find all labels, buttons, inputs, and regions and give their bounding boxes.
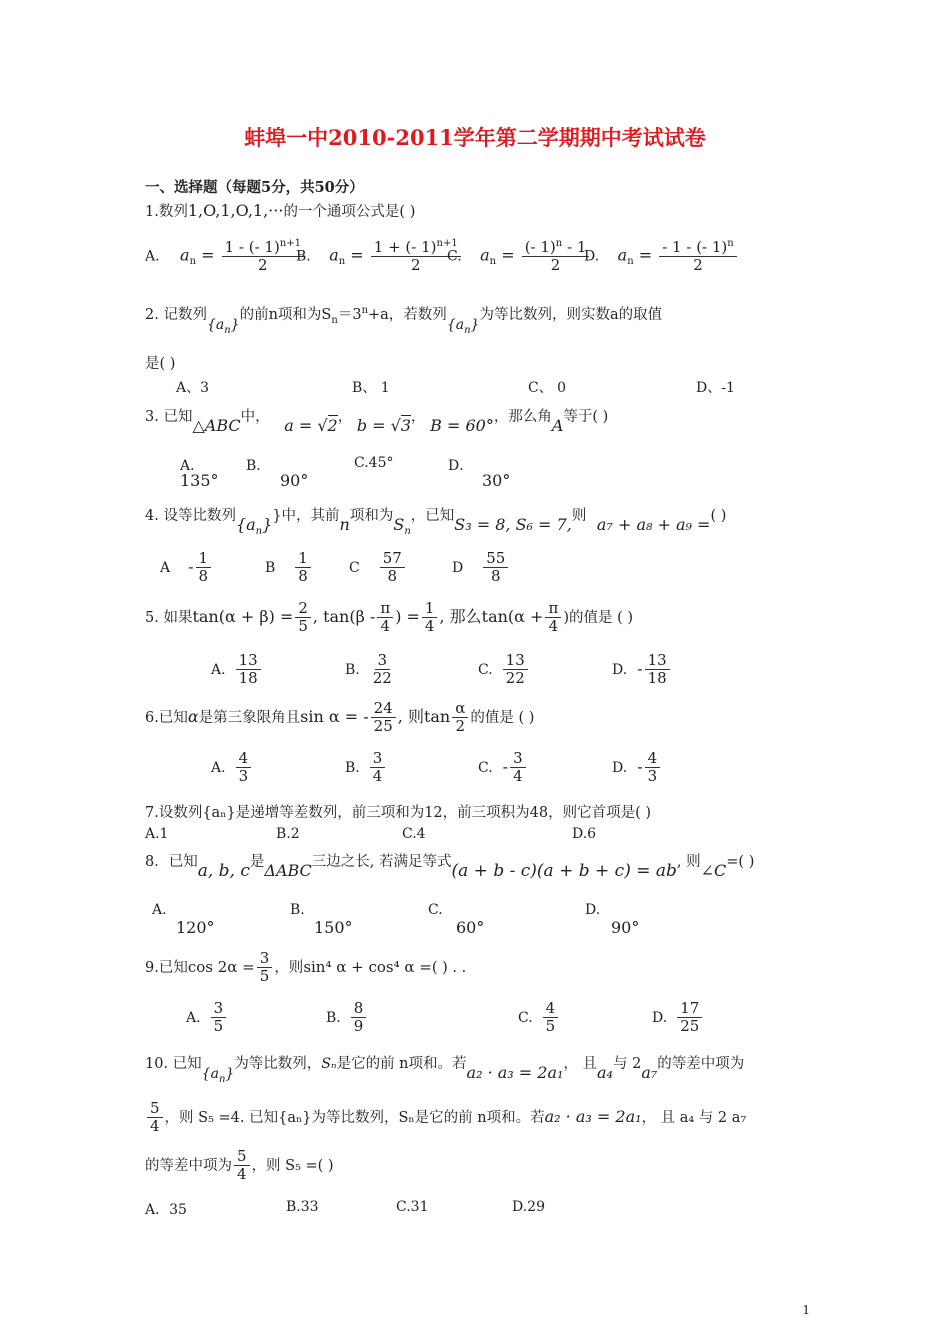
question-9-stem: 9.已知cos 2α = $\frac{3}{5}$ ，则sin⁴ α + cos⁴ α =( ) . . xyxy=(145,949,467,986)
question-3-stem: 3. 已知△ABC中， a = √2， b = √3， B = 60°，那么角A等于( ) xyxy=(145,409,609,435)
question-4-option-d: D $\frac{55}{8}$ xyxy=(452,550,510,586)
question-9-option-a: A. $\frac{3}{5}$ xyxy=(186,1000,228,1036)
question-9-option-b: B. $\frac{8}{9}$ xyxy=(326,1000,368,1036)
question-2-option-c: C、 0 xyxy=(528,380,567,396)
question-7-stem: 7.设数列{aₙ}是递增等差数列，前三项和为12，前三项积为48，则它首项是( ) xyxy=(145,805,652,821)
question-8-option-b: B. 150° xyxy=(290,902,353,937)
question-6-stem: 6.已知α是第三象限角且sin α = - $\frac{24}{25}$ , 则tan $\frac{\alpha}{2}$ 的值是 ( ) xyxy=(145,699,535,736)
question-3-option-b: B． 90° xyxy=(246,458,309,490)
question-8-option-a: A. 120° xyxy=(152,902,215,937)
question-7-option-b: B.2 xyxy=(276,826,300,842)
question-5-stem: 5. 如果tan(α + β) = $\frac{2}{5}$ , tan(β - $\frac{\pi}{4}$ ) = $\frac{1}{4}$ , 那么tan(α + $\frac{\pi}{4}$ )的值是 ( ) xyxy=(145,599,634,636)
question-4-option-c: C $\frac{57}{8}$ xyxy=(349,550,407,586)
question-6-option-b: B. $\frac{3}{4}$ xyxy=(345,750,387,786)
question-10-option-b: B.33 xyxy=(286,1199,319,1215)
question-7-option-a: A.1 xyxy=(145,826,169,842)
question-1-stem: 1.数列1,O,1,O,1,···的一个通项公式是( ) xyxy=(145,201,416,220)
question-10-stem: 10. 已知$\{a_n\}$为等比数列，Sₙ是它的前 n项和。若a₂ · a₃ = 2a₁， 且a₄与 2a₇的等差中项为 xyxy=(145,1056,745,1085)
question-2-option-d: D、-1 xyxy=(696,380,735,396)
question-9-option-c: C. $\frac{4}{5}$ xyxy=(518,1000,560,1036)
question-4-option-b: B $\frac{1}{8}$ xyxy=(265,550,313,586)
question-5-option-d: D. - $\frac{13}{18}$ xyxy=(612,652,672,688)
question-4-stem: 4. 设等比数列$\{a_n\}$}中，其前n项和为$S_n$，已知S₃ = 8, S₆ = 7,则 a₇ + a₈ + a₉ =( ) xyxy=(145,508,727,538)
page-number: 1 xyxy=(802,1303,810,1317)
question-2-stem: 2. 记数列$\{a_n\}$的前n项和为$S_n=3^n+a$，若数列$\{a_n\}$为等比数列，则实数a的取值 xyxy=(145,305,663,336)
exam-title: 蚌埠一中2010-2011学年第二学期期中考试试卷 xyxy=(244,125,706,150)
question-10-stem-cont: $\frac{5}{4}$ ，则 S₅ =4. 已知{aₙ}为等比数列，Sₙ是它的前 n项和。若a₂ · a₃ = 2a₁， 且 a₄ 与 2 a₇ xyxy=(145,1100,746,1136)
question-5-option-b: B. $\frac{3}{22}$ xyxy=(345,651,392,688)
question-10-option-c: C.31 xyxy=(396,1199,429,1215)
question-3-option-a: A． 135° xyxy=(180,458,219,490)
question-4-option-a: A - $\frac{1}{8}$ xyxy=(160,550,213,586)
question-1-option-c: C. $a_n$ = $\frac{(- 1)^n - 1}{2}$ xyxy=(447,238,591,275)
question-3-option-c: C.45° xyxy=(354,455,394,471)
question-6-option-a: A. $\frac{4}{3}$ xyxy=(211,750,253,786)
question-5-option-c: C. $\frac{13}{22}$ xyxy=(478,652,530,688)
question-7-option-d: D.6 xyxy=(572,826,597,842)
question-5-option-a: A. $\frac{13}{18}$ xyxy=(211,652,263,688)
question-6-option-c: C. - $\frac{3}{4}$ xyxy=(478,750,528,786)
question-9-option-d: D. $\frac{17}{25}$ xyxy=(652,1000,704,1036)
question-1-option-b: B. $a_n$ = $\frac{1 + (- 1)^{n+1}}{2}$ xyxy=(296,238,463,275)
question-1-option-d: D. $a_n$ = $\frac{- 1 - (- 1)^n}{2}$ xyxy=(584,238,739,275)
question-10-stem-cont-2: 的等差中项为 $\frac{5}{4}$ ，则 S₅ =( ) xyxy=(145,1147,334,1184)
question-10-option-d: D.29 xyxy=(512,1199,545,1215)
question-8-stem: 8．已知a, b, c是ΔABC三边之长, 若满足等式(a + b - c)(a + b + c) = ab, 则∠C=( ) xyxy=(145,854,755,881)
question-8-option-c: C. 60° xyxy=(428,902,485,937)
question-1-option-a: A. $a_n$ = $\frac{1 - (- 1)^{n+1}}{2}$ xyxy=(145,238,306,275)
question-2-stem-cont: 是( ) xyxy=(145,356,176,372)
question-3-option-d: D． 30° xyxy=(448,458,511,490)
question-2-option-b: B、 1 xyxy=(352,380,390,396)
section-heading: 一、选择题（每题5分，共50分） xyxy=(145,179,364,196)
question-10-option-a: A．35 xyxy=(145,1202,187,1218)
question-7-option-c: C.4 xyxy=(402,826,426,842)
question-8-option-d: D. 90° xyxy=(585,902,640,937)
question-6-option-d: D. - $\frac{4}{3}$ xyxy=(612,750,662,786)
question-2-option-a: A、3 xyxy=(176,380,210,396)
